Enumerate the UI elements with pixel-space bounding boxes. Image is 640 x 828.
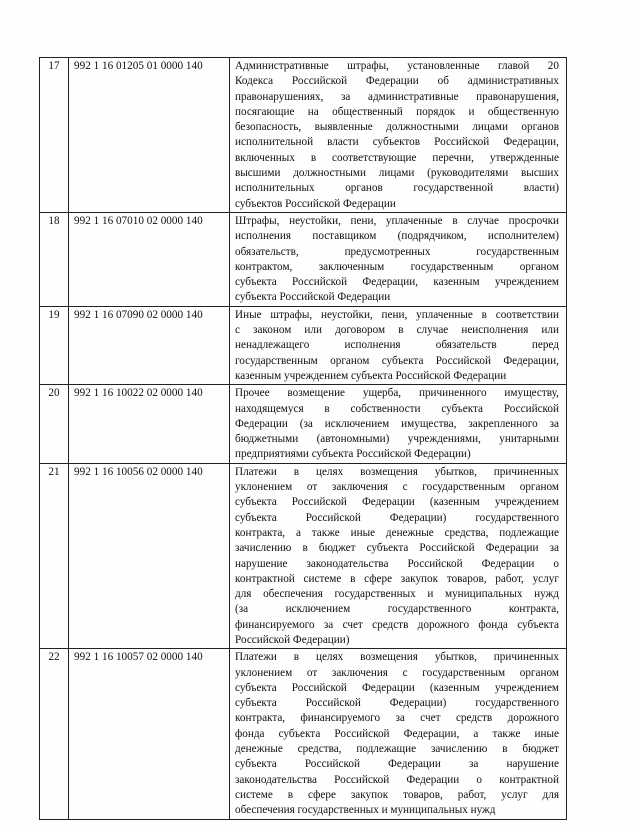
description-line: обязательств, предусмотренных государственным	[235, 245, 559, 258]
table-row	[40, 212, 567, 306]
description-line: денежные средства, подлежащие зачислению в бюджет	[235, 743, 559, 756]
description-line: субъектов Российской Федерации	[235, 197, 396, 210]
description-line: безопасность, выявленные должностными лицами органов	[235, 121, 559, 134]
revenue-description	[230, 212, 567, 306]
description-line: Федерации (за исключением имущества, закрепленного за	[235, 417, 559, 430]
description-line: законодательства Российской Федерации о контрактной	[235, 773, 559, 786]
description-line: Платежи в целях возмещения убытков, причиненных	[235, 651, 559, 664]
table-row	[40, 649, 567, 819]
row-number: 20	[40, 385, 69, 463]
description-line: уклонением от заключения с государственным органом	[235, 481, 559, 494]
description-line: предприятиями субъекта Российской Федерации)	[235, 448, 471, 461]
revenue-code: 992 1 16 01205 01 0000 140	[69, 58, 230, 213]
description-line: (за исключением государственного контракта,	[235, 603, 559, 616]
description-line: Кодекса Российской Федерации об административных	[235, 75, 559, 88]
revenue-code: 992 1 16 10022 02 0000 140	[69, 385, 230, 463]
row-number: 18	[40, 212, 69, 306]
description-line: контрактной системе в сфере закупок товаров, работ, услуг	[235, 572, 559, 585]
description-line: фонда субъекта Российской Федерации, а также иные	[235, 727, 559, 740]
description-line: контракта, а также иные денежные средства, подлежащие	[235, 526, 559, 539]
description-line: системе в сфере закупок товаров, работ, услуг для	[235, 788, 559, 801]
description-line: ненадлежащего исполнения обязательств перед	[235, 339, 559, 352]
description-line: Штрафы, неустойки, пени, уплаченные в случае просрочки	[235, 214, 559, 227]
table-body	[40, 58, 567, 820]
description-line: бюджетными (автономными) учреждениями, унитарными	[235, 433, 559, 446]
revenue-description	[230, 58, 567, 213]
description-line: Прочее возмещение ущерба, причиненного имуществу,	[235, 387, 559, 400]
description-line: уклонением от заключения с государственным органом	[235, 666, 559, 679]
row-number: 19	[40, 306, 69, 384]
table-row	[40, 463, 567, 649]
revenue-code: 992 1 16 10057 02 0000 140	[69, 649, 230, 819]
description-line: Платежи в целях возмещения убытков, причиненных	[235, 465, 559, 478]
revenue-code: 992 1 16 10056 02 0000 140	[69, 463, 230, 649]
revenue-description	[230, 385, 567, 463]
description-line: субъекта Российской Федерации (казенным учреждением	[235, 496, 559, 509]
row-number: 17	[40, 58, 69, 213]
row-number: 21	[40, 463, 69, 649]
description-line: казенным учреждением субъекта Российской Федерации	[235, 369, 507, 382]
description-line: зачислению в бюджет субъекта Российской Федерации за	[235, 542, 559, 555]
description-line: субъекта Российской Федерации за нарушение	[235, 758, 559, 771]
description-line: субъекта Российской Федерации (казенным учреждением	[235, 681, 559, 694]
description-line: для обеспечения государственных и муниципальных нужд	[235, 588, 559, 601]
description-line: субъекта Российской Федерации) государственного	[235, 697, 559, 710]
description-line: контрактом, заключенным государственным органом	[235, 260, 559, 273]
revenue-codes-table	[39, 57, 567, 820]
row-number: 22	[40, 649, 69, 819]
description-line: высшими должностными лицами (руководителями высших	[235, 167, 559, 180]
table-row	[40, 58, 567, 213]
description-line: финансируемого за счет средств дорожного фонда субъекта	[235, 618, 559, 631]
description-line: Российской Федерации)	[235, 633, 350, 646]
table-row	[40, 306, 567, 384]
description-line: субъекта Российской Федерации	[235, 291, 391, 304]
description-line: исполнения поставщиком (подрядчиком, исполнителем)	[235, 230, 559, 243]
description-line: контракта, финансируемого за счет средств дорожного	[235, 712, 559, 725]
revenue-code: 992 1 16 07090 02 0000 140	[69, 306, 230, 384]
description-line: обеспечения государственных и муниципальных нужд	[235, 804, 496, 817]
revenue-description	[230, 463, 567, 649]
revenue-description	[230, 649, 567, 819]
description-line: с законом или договором в случае неисполнения или	[235, 324, 559, 337]
description-line: Административные штрафы, установленные главой 20	[235, 60, 559, 72]
description-line: субъекта Российской Федерации, казенным учреждением	[235, 276, 559, 289]
description-line: находящемуся в собственности субъекта Российской	[235, 402, 559, 415]
description-line: государственным органом субъекта Российской Федерации,	[235, 354, 559, 367]
description-line: Иные штрафы, неустойки, пени, уплаченные в соответствии	[235, 308, 559, 321]
description-line: включенных в соответствующие перечни, утвержденные	[235, 151, 559, 164]
description-line: субъекта Российской Федерации) государственного	[235, 511, 559, 524]
description-line: исполнительной власти субъектов Российской Федерации,	[235, 136, 559, 149]
description-line: посягающие на общественный порядок и общественную	[235, 105, 559, 118]
table-row	[40, 385, 567, 463]
description-line: правонарушениях, за административные правонарушения,	[235, 90, 559, 103]
revenue-description	[230, 306, 567, 384]
description-line: исполнительных органов государственной власти)	[235, 182, 559, 195]
revenue-code: 992 1 16 07010 02 0000 140	[69, 212, 230, 306]
description-line: нарушение законодательства Российской Федерации о	[235, 557, 559, 570]
